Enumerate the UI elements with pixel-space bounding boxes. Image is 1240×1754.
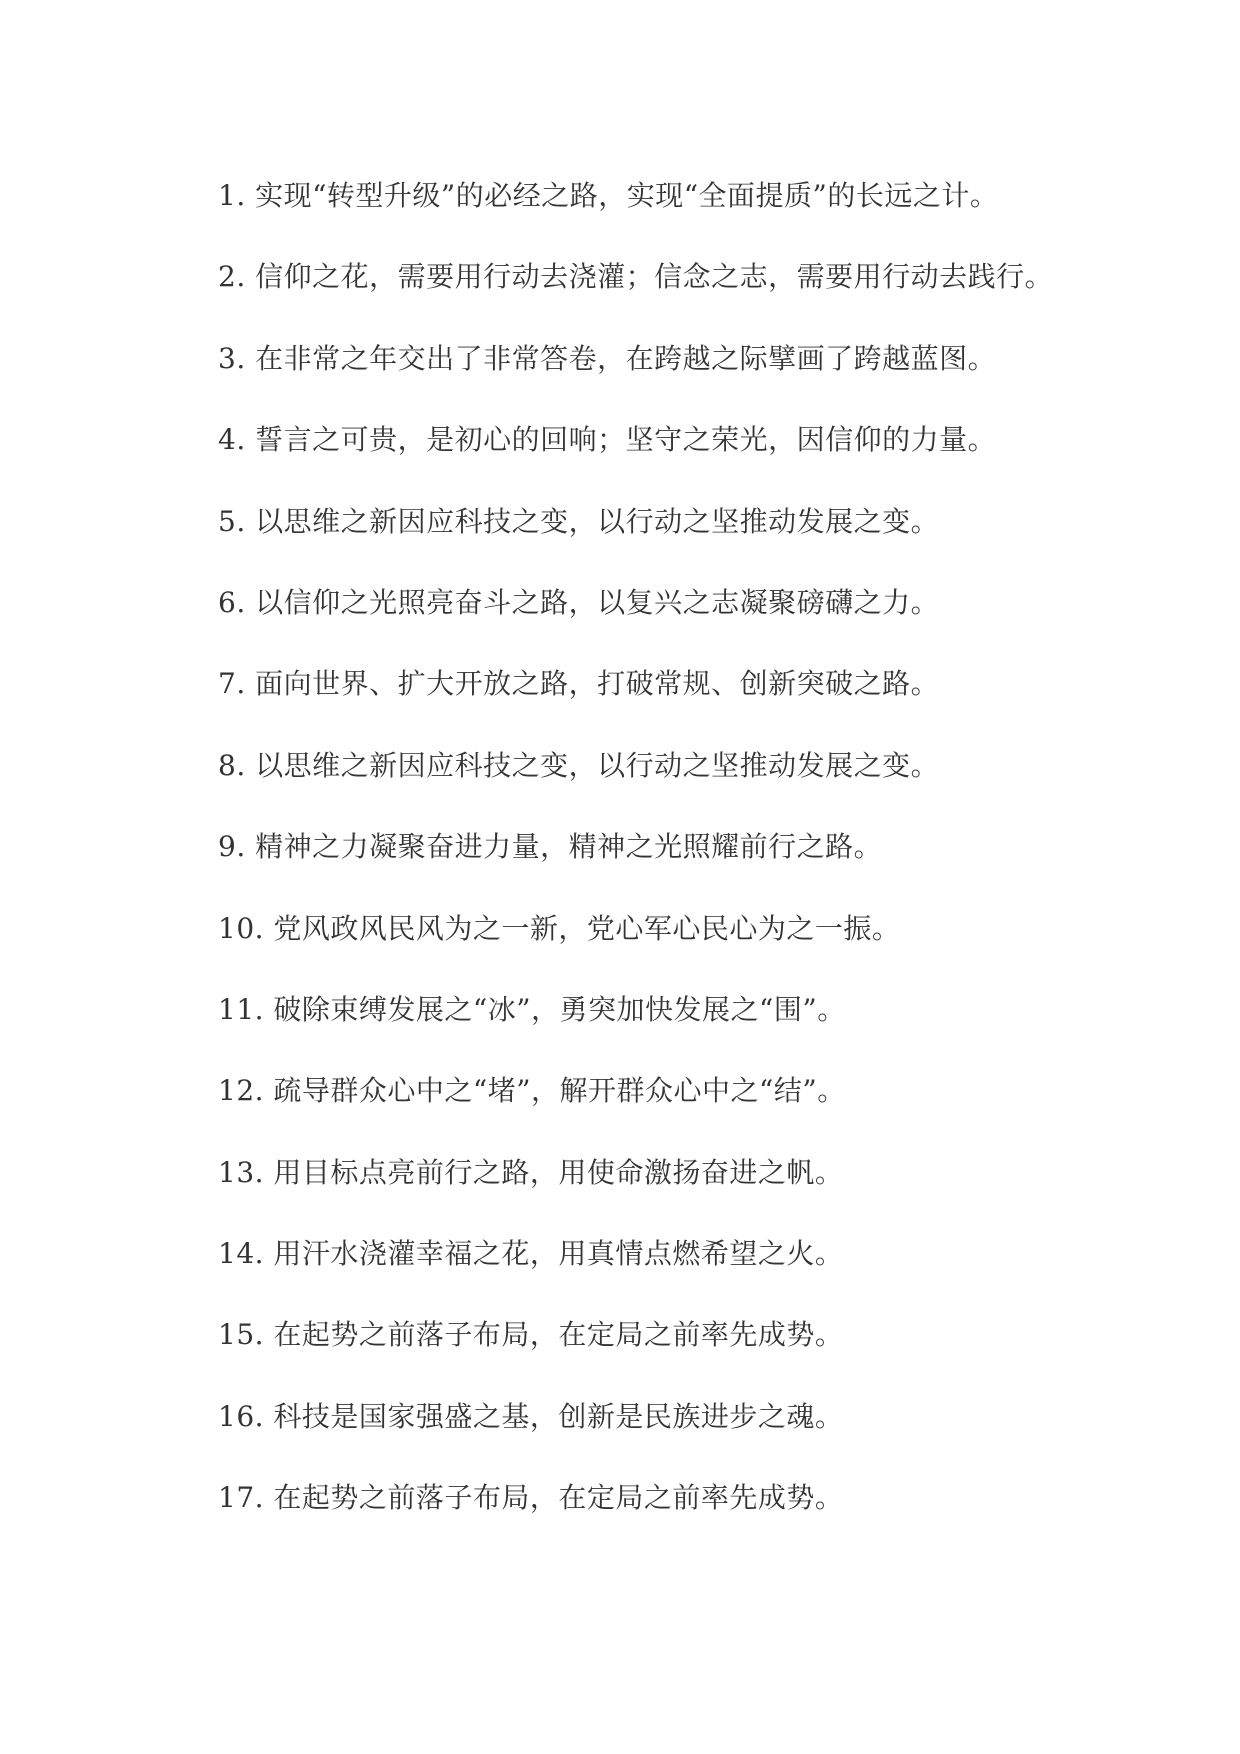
sentence-line-1: 1. 实现“转型升级”的必经之路，实现“全面提质”的长远之计。 (218, 179, 999, 212)
sentence-line-5: 5. 以思维之新因应科技之变，以行动之坚推动发展之变。 (218, 504, 940, 538)
sentence-list (218, 176, 1178, 1560)
sentence-line-10: 10. 党风政风民风为之一新，党心军心民心为之一振。 (218, 911, 901, 945)
sentence-line-3: 3. 在非常之年交出了非常答卷，在跨越之际擘画了跨越蓝图。 (218, 341, 997, 375)
sentence-line-11: 11. 破除束缚发展之“冰”，勇突加快发展之“围”。 (218, 992, 846, 1026)
sentence-line-2: 2. 信仰之花，需要用行动去浇灌；信念之志，需要用行动去践行。 (218, 260, 1054, 294)
sentence-line-7: 7. 面向世界、扩大开放之路，打破常规、创新突破之路。 (218, 667, 940, 701)
sentence-line-17: 17. 在起势之前落子布局，在定局之前率先成势。 (218, 1481, 844, 1515)
sentence-line-9: 9. 精神之力凝聚奋进力量，精神之光照耀前行之路。 (218, 830, 883, 864)
sentence-line-6: 6. 以信仰之光照亮奋斗之路，以复兴之志凝聚磅礴之力。 (218, 585, 940, 619)
sentence-line-14: 14. 用汗水浇灌幸福之花，用真情点燃希望之火。 (218, 1237, 844, 1271)
sentence-line-13: 13. 用目标点亮前行之路，用使命激扬奋进之帆。 (218, 1155, 844, 1189)
sentence-line-8: 8. 以思维之新因应科技之变，以行动之坚推动发展之变。 (218, 748, 940, 782)
sentence-line-15: 15. 在起势之前落子布局，在定局之前率先成势。 (218, 1318, 844, 1352)
sentence-line-12: 12. 疏导群众心中之“堵”，解开群众心中之“结”。 (218, 1074, 846, 1108)
sentence-line-4: 4. 誓言之可贵，是初心的回响；坚守之荣光，因信仰的力量。 (218, 423, 997, 457)
sentence-line-16: 16. 科技是国家强盛之基，创新是民族进步之魂。 (218, 1399, 844, 1433)
